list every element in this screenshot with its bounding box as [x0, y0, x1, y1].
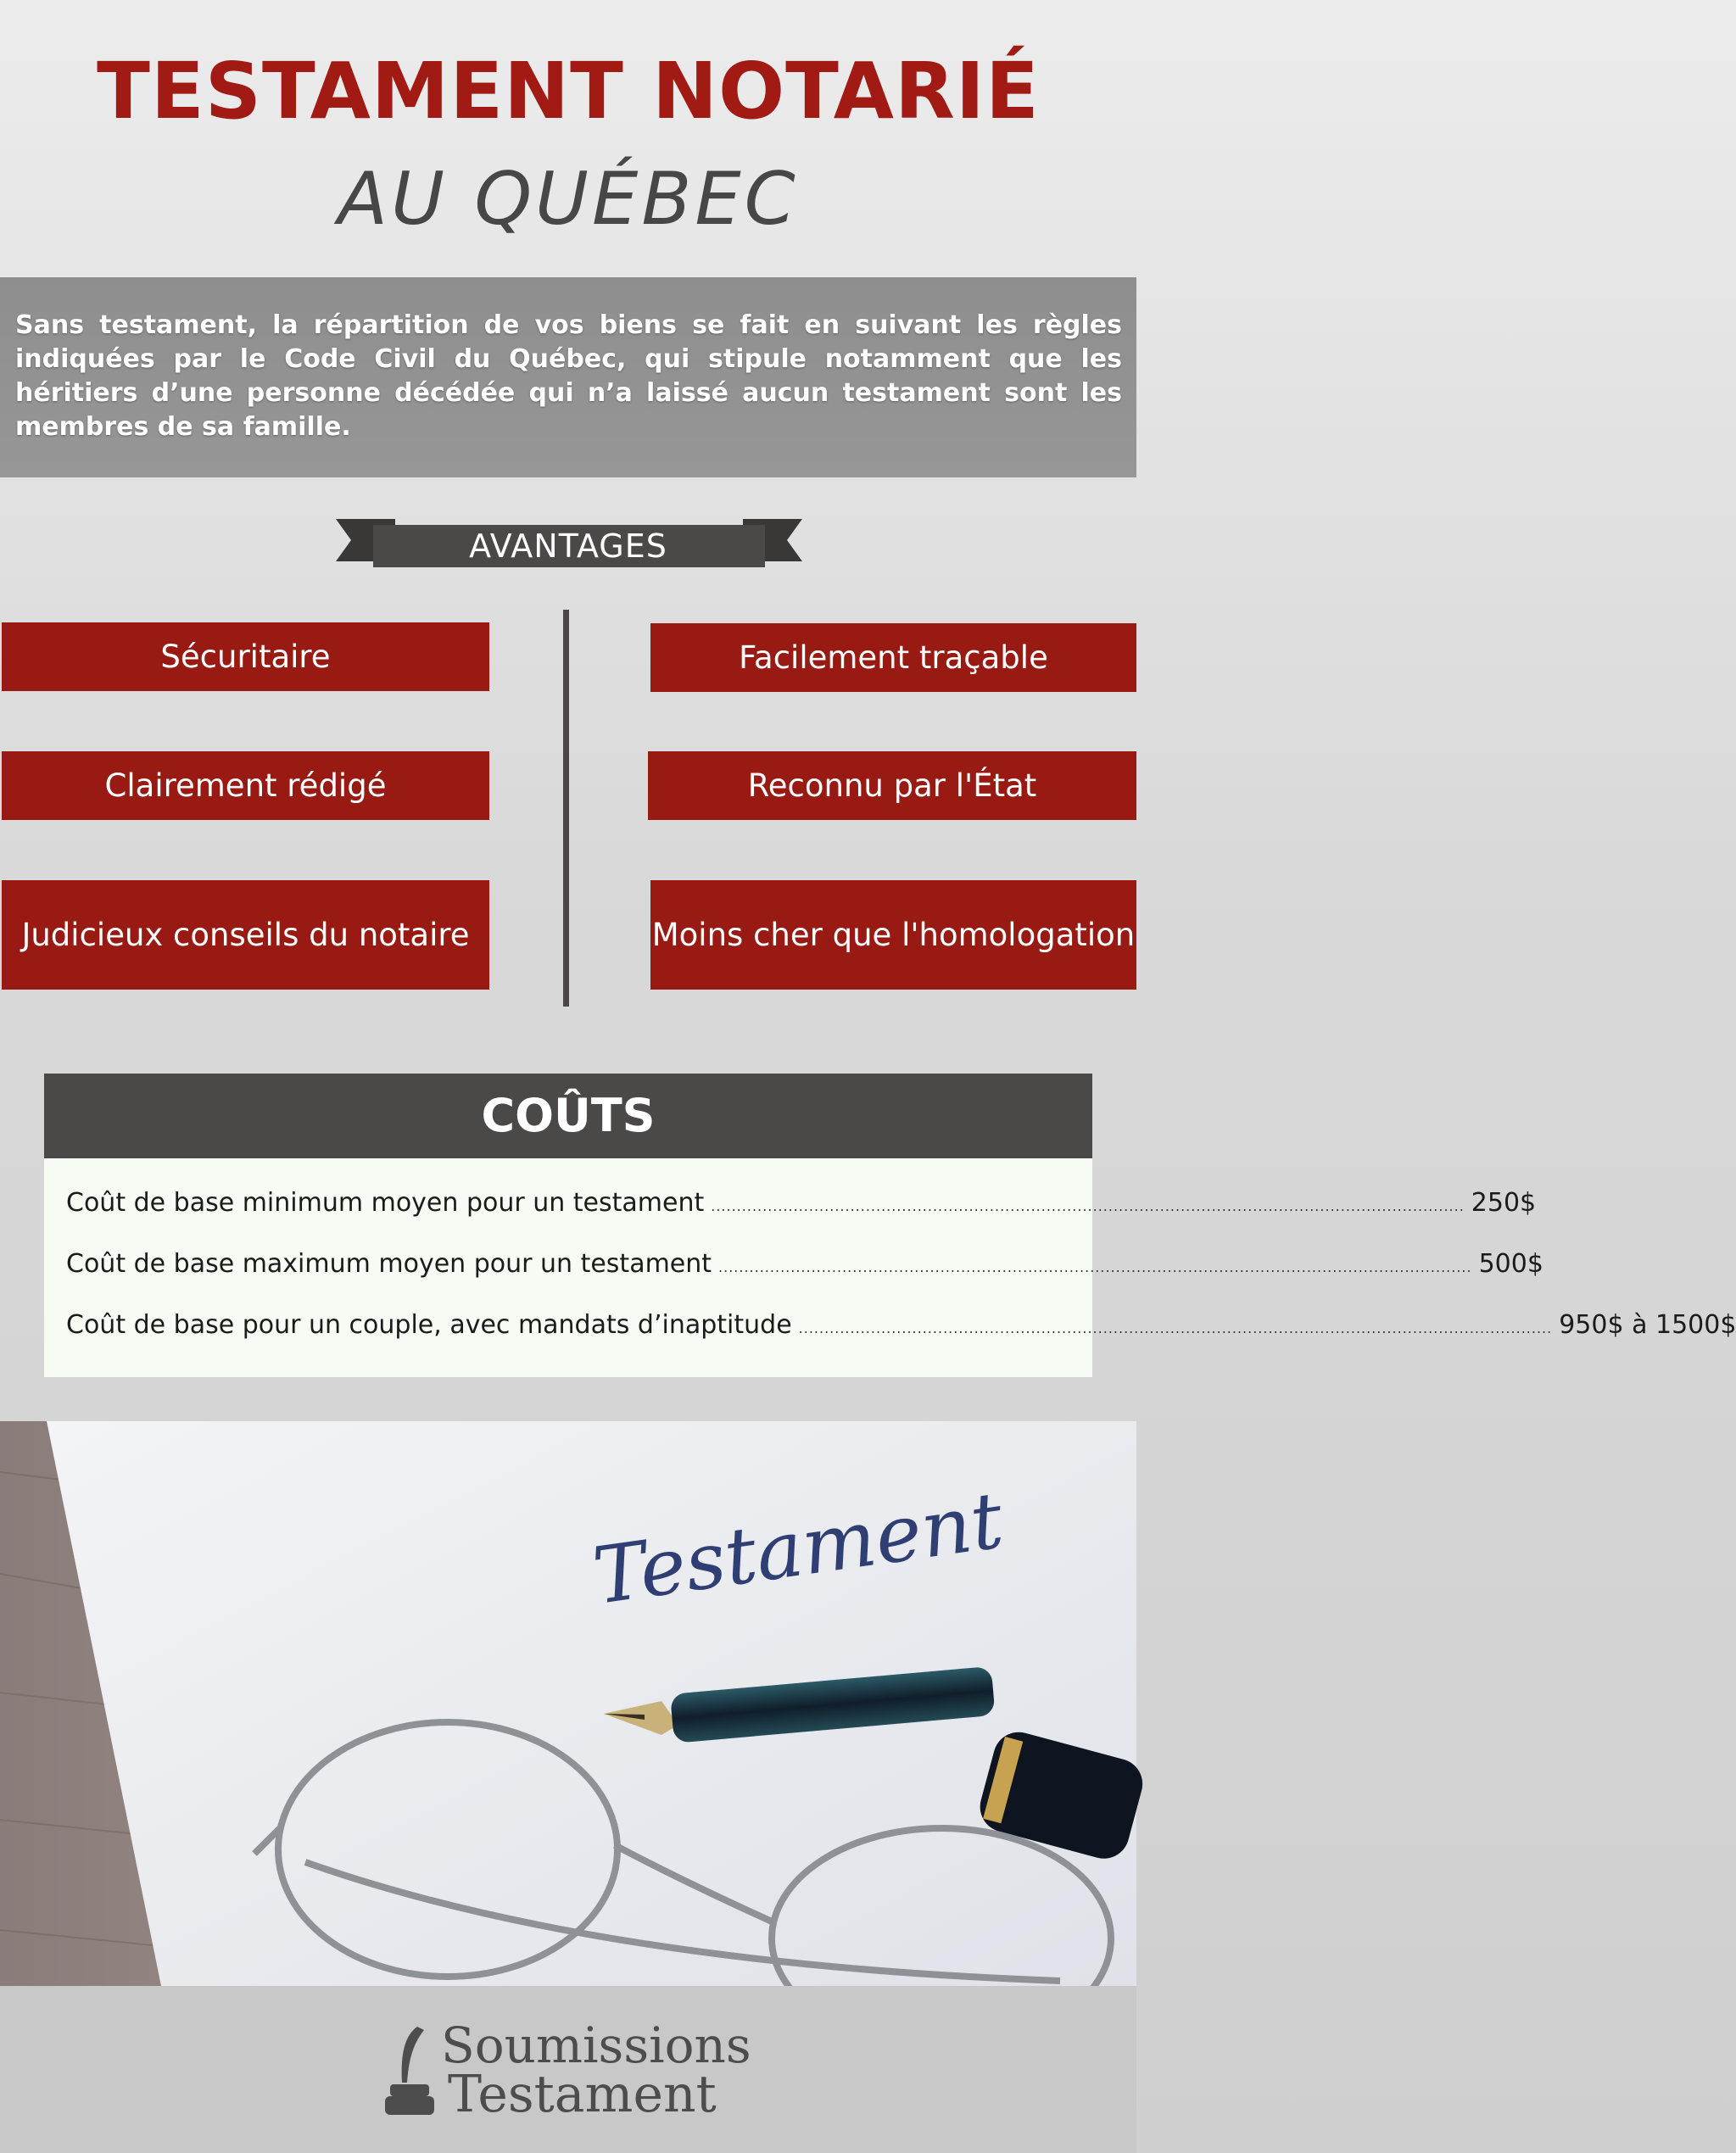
- cost-label: Coût de base maximum moyen pour un testament: [66, 1249, 712, 1279]
- cost-row: [66, 1186, 1537, 1220]
- advantage-moins-cher: Moins cher que l'homologation: [650, 880, 1136, 990]
- leader-dots: ..................................................................................................................................................: [798, 1320, 1553, 1336]
- advantages-heading: AVANTAGES: [469, 527, 667, 565]
- cost-row: [66, 1308, 1736, 1342]
- intro-paragraph: Sans testament, la répartition de vos biens se fait en suivant les règles indiquées par le Code Civil du Québec, qui stipule notamment que les héritiers d’une personne décédée qui n’a laissé aucun testament sont les membres de sa famille.: [15, 310, 1122, 442]
- photo-illustration: [0, 1421, 1136, 1986]
- leader-dots: ..................................................................................................................................................: [711, 1198, 1465, 1214]
- page-subtitle: AU QUÉBEC: [338, 157, 799, 242]
- cost-price: 500$: [1478, 1249, 1543, 1279]
- costs-heading: COÛTS: [44, 1074, 1092, 1158]
- logo-line-2: Testament: [448, 2065, 717, 2124]
- logo-line-1: Soumissions: [441, 2016, 751, 2074]
- testament-photo: [0, 1421, 1136, 1986]
- advantage-facilement-tracable: Facilement traçable: [650, 623, 1136, 692]
- cost-label: Coût de base pour un couple, avec mandats d’inaptitude: [66, 1310, 792, 1340]
- advantage-clairement-redige: Clairement rédigé: [2, 751, 489, 820]
- advantages-divider: [563, 610, 569, 1007]
- quill-inkwell-icon: [383, 2023, 438, 2117]
- cost-row: [66, 1247, 1543, 1281]
- advantage-securitaire: Sécuritaire: [2, 622, 489, 691]
- cost-price: 950$ à 1500$: [1559, 1310, 1736, 1340]
- cost-price: 250$: [1471, 1188, 1537, 1218]
- leader-dots: ..................................................................................................................................................: [718, 1259, 1472, 1275]
- handwritten-testament: Testament: [588, 1475, 1008, 1622]
- advantage-conseils-notaire: Judicieux conseils du notaire: [2, 880, 489, 990]
- cost-label: Coût de base minimum moyen pour un testament: [66, 1188, 705, 1218]
- page-title: TESTAMENT NOTARIÉ: [97, 46, 1040, 137]
- advantage-reconnu-etat: Reconnu par l'État: [648, 751, 1136, 820]
